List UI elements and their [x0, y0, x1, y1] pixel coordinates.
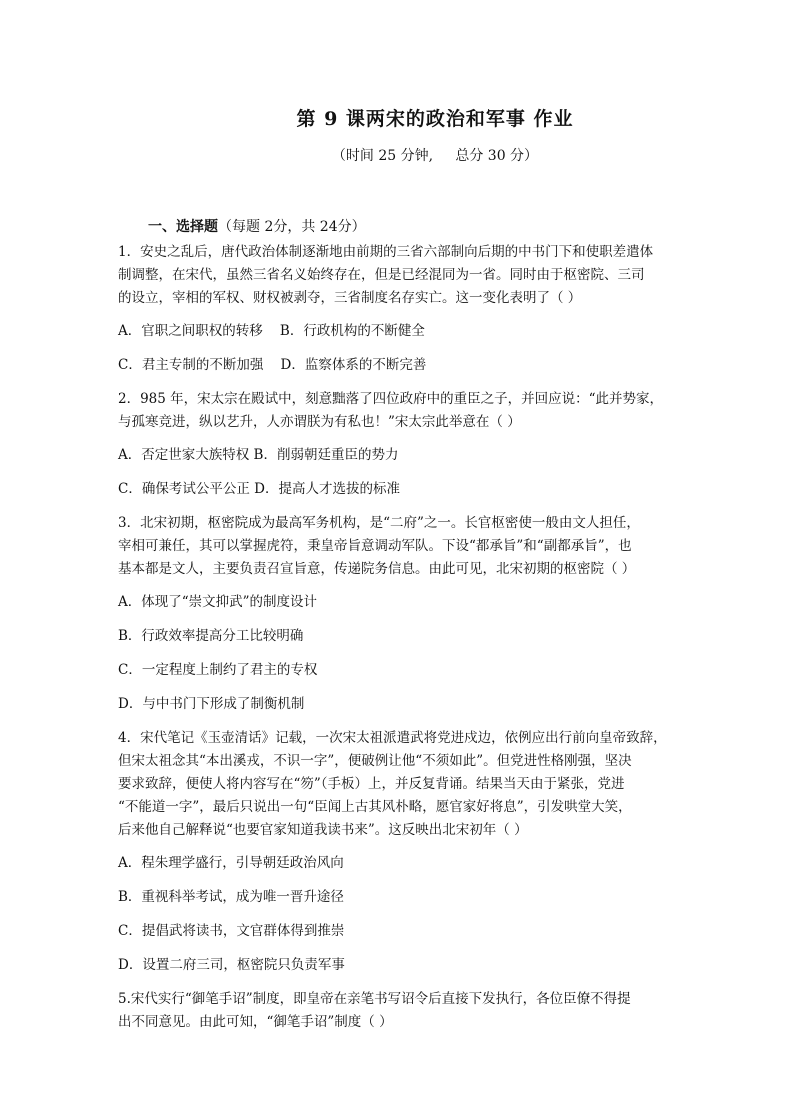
question-1-options-row-2: C．君主专制的不断加强 D．监察体系的不断完善: [118, 357, 427, 373]
question-3-option-b: B．行政效率提高分工比较明确: [118, 628, 304, 644]
question-stem-line: 制调整，在宋代，虽然三省名义始终存在，但是已经混同为一省。同时由于枢密院、三司: [118, 267, 645, 283]
section-heading: [148, 216, 366, 236]
page-subtitle: （时间 25 分钟, 总分 30 分）: [331, 148, 539, 164]
question-4-option-a: A．程朱理学盛行，引导朝廷政治风向: [118, 855, 344, 871]
question-1-stem: [118, 241, 680, 310]
question-stem-line: 后来他自己解释说“也要官家知道我读书来”。这反映出北宋初年（ ）: [118, 822, 528, 838]
question-2-options-row-1: A．否定世家大族特权 B．削弱朝廷重臣的势力: [118, 447, 399, 463]
question-4-stem: [118, 727, 680, 842]
question-4-option-c: C．提倡武将读书，文官群体得到推崇: [118, 923, 345, 939]
question-stem-line: 要求致辞，便使人将内容写在“笏”（手板）上，并反复背诵。结果当天由于紧张，党进: [118, 776, 625, 792]
question-4-option-b: B．重视科举考试，成为唯一晋升途径: [118, 889, 344, 905]
section-note: （每题 2分，共 24分）: [218, 219, 366, 235]
question-1-options-row-1: A．官职之间职权的转移 B．行政机构的不断健全: [118, 323, 425, 339]
question-stem-line: 1．安史之乱后，唐代政治体制逐渐地由前期的三省六部制向后期的中书门下和使职差遣体: [118, 244, 654, 260]
question-2-options-row-2: C．确保考试公平公正 D．提高人才选拔的标准: [118, 481, 400, 497]
question-2-stem: [118, 388, 680, 434]
section-title: 一、选择题: [148, 219, 218, 235]
question-stem-line: 3．北宋初期，枢密院成为最高军务机构，是“二府”之一。长官枢密使一般由文人担任，: [118, 515, 640, 531]
question-stem-line: “不能道一字”，最后只说出一句“臣闻上古其风朴略，愿官家好将息”，引发哄堂大笑，: [118, 799, 632, 815]
question-stem-line: 2．985 年，宋太宗在殿试中，刻意黜落了四位政府中的重臣之子，并回应说：“此并势家，: [118, 391, 664, 407]
question-stem-line: 与孤寒竞进，纵以艺升，人亦谓朕为有私也！”宋太宗此举意在（ ）: [118, 414, 521, 430]
question-stem-line: 5.宋代实行“御笔手诏”制度，即皇帝在亲笔书写诏令后直接下发执行，各位臣僚不得提: [118, 991, 631, 1007]
question-list: [118, 241, 680, 1044]
question-3-option-d: D．与中书门下形成了制衡机制: [118, 696, 305, 712]
question-stem-line: 的设立，宰相的军权、财权被剥夺，三省制度名存实亡。这一变化表明了（ ）: [118, 290, 582, 306]
question-stem-line: 但宋太祖念其“本出溪戎，不识一字”，便破例让他“不须如此”。但党进性格刚强，坚决: [118, 753, 632, 769]
question-stem-line: 4．宋代笔记《玉壶清话》记载，一次宋太祖派遣武将党进戍边，依例应出行前向皇帝致辞，: [118, 730, 667, 746]
question-3-option-c: C．一定程度上制约了君主的专权: [118, 662, 318, 678]
question-stem-line: 出不同意见。由此可知，“御笔手诏”制度（ ）: [118, 1014, 393, 1030]
question-stem-line: 宰相可兼任，其可以掌握虎符，秉皇帝旨意调动军队。下设“都承旨”和“副都承旨”，也: [118, 538, 632, 554]
question-3-stem: [118, 512, 680, 581]
question-stem-line: 基本都是文人，主要负责召宣旨意，传递院务信息。由此可见，北宋初期的枢密院（ ）: [118, 561, 636, 577]
page-title: 第 9 课两宋的政治和军事 作业: [296, 108, 574, 130]
question-5-stem: [118, 988, 680, 1034]
question-4-option-d: D．设置二府三司，枢密院只负责军事: [118, 957, 345, 973]
question-3-option-a: A．体现了“崇文抑武”的制度设计: [118, 594, 318, 610]
